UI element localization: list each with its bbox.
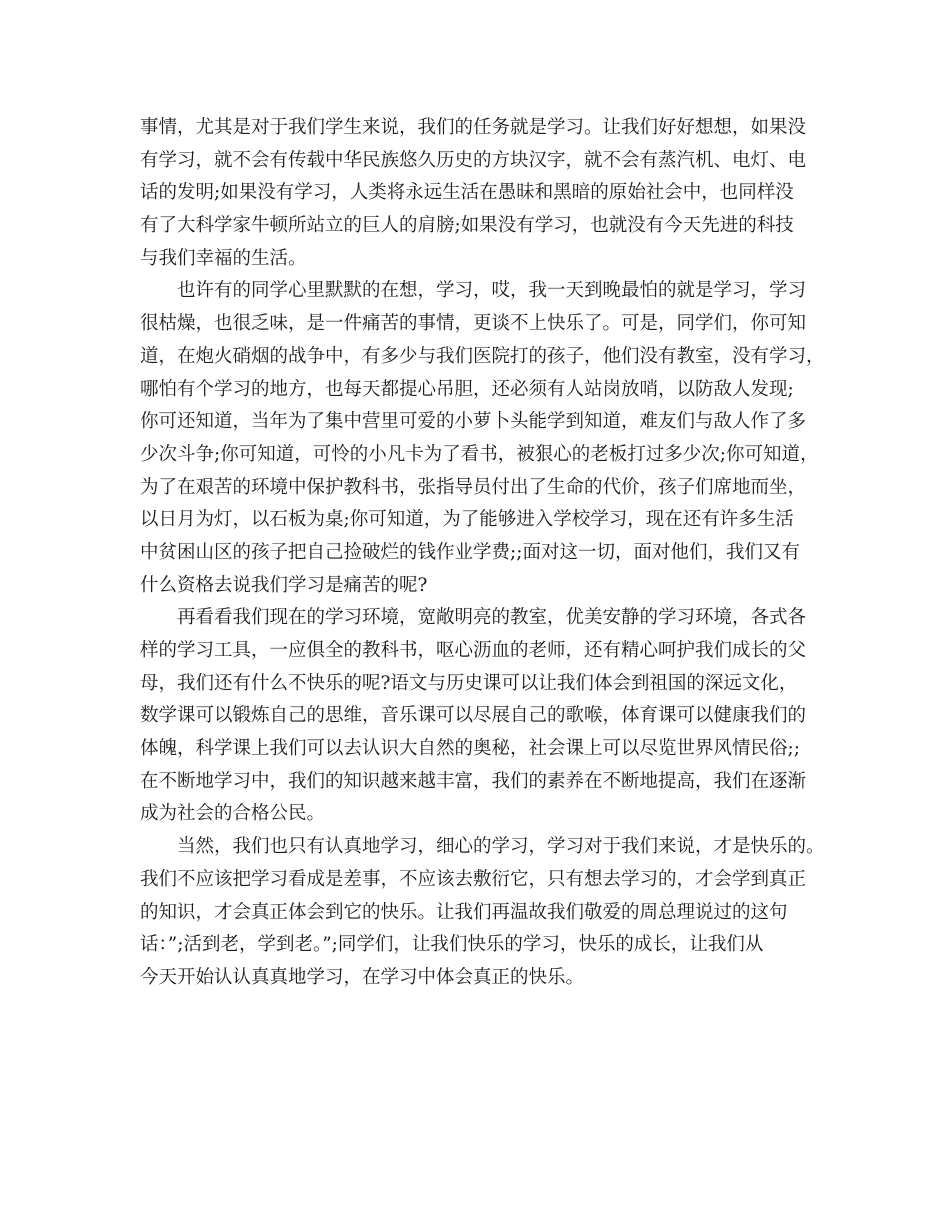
- text-line: 我们不应该把学习看成是差事，不应该去敷衍它，只有想去学习的，才会学到真正: [140, 868, 807, 890]
- text-line: 母，我们还有什么不快乐的呢?语文与历史课可以让我们体会到祖国的深远文化，: [140, 672, 798, 694]
- text-line: 事情，尤其是对于我们学生来说，我们的任务就是学习。让我们好好想想，如果没: [140, 117, 807, 138]
- text-line: 以日月为灯，以石板为桌;你可知道，为了能够进入学校学习，现在还有许多生活: [140, 509, 794, 531]
- text-line: 为了在艰苦的环境中保护教科书，张指导员付出了生命的代价，孩子们席地而坐，: [140, 476, 807, 498]
- text-line: 有了大科学家牛顿所站立的巨人的肩膀;如果没有学习，也就没有今天先进的科技: [140, 215, 794, 237]
- text-line: 成为社会的合格公民。: [140, 803, 326, 825]
- text-line: 少次斗争;你可知道，可怜的小凡卡为了看书，被狠心的老板打过多少次;你可知道，: [140, 443, 819, 465]
- text-line: 与我们幸福的生活。: [140, 247, 307, 269]
- text-line: 道，在炮火硝烟的战争中，有多少与我们医院打的孩子，他们没有教室，没有学习，: [140, 345, 825, 367]
- text-line: 有学习，就不会有传载中华民族悠久历史的方块汉字，就不会有蒸汽机、电灯、电: [140, 149, 807, 171]
- text-line: 什么资格去说我们学习是痛苦的呢?: [140, 574, 428, 596]
- text-line: 中贫困山区的孩子把自己捡破烂的钱作业学费;;面对这一切，面对他们，我们又有: [140, 541, 800, 563]
- text-line: 在不断地学习中，我们的知识越来越丰富，我们的素养在不断地提高，我们在逐渐: [140, 770, 807, 792]
- text-line: 话的发明;如果没有学习，人类将永远生活在愚昧和黑暗的原始社会中，也同样没: [140, 182, 794, 204]
- paragraph-first-line: 当然，我们也只有认真地学习，细心的学习，学习对于我们来说，才是快乐的。: [177, 836, 825, 858]
- text-line: 样的学习工具，一应俱全的教科书，呕心沥血的老师，还有精心呵护我们成长的父: [140, 640, 807, 661]
- paragraph-first-line: 再看看我们现在的学习环境，宽敞明亮的教室，优美安静的学习环境，各式各: [177, 607, 807, 629]
- text-line: 哪怕有个学习的地方，也每天都提心吊胆，还必须有人站岗放哨，以防敌人发现;: [140, 378, 794, 400]
- text-line: 体魄，科学课上我们可以去认识大自然的奥秘，社会课上可以尽览世界风情民俗;;: [140, 738, 800, 760]
- paragraph-first-line: 也许有的同学心里默默的在想，学习，哎，我一天到晚最怕的就是学习，学习: [177, 280, 807, 302]
- document-body: [140, 112, 830, 995]
- text-line: 话：”;活到老，学到老。”;同学们，让我们快乐的学习，快乐的成长，让我们从: [140, 934, 764, 956]
- text-line: 今天开始认认真真地学习，在学习中体会真正的快乐。: [140, 966, 585, 988]
- text-line: 数学课可以锻炼自己的思维，音乐课可以尽展自己的歌喉，体育课可以健康我们的: [140, 705, 807, 727]
- text-line: 你可还知道，当年为了集中营里可爱的小萝卜头能学到知道，难友们与敌人作了多: [140, 411, 807, 433]
- text-line: 很枯燥，也很乏味，是一件痛苦的事情，更谈不上快乐了。可是，同学们，你可知: [140, 313, 807, 335]
- text-line: 的知识，才会真正体会到它的快乐。让我们再温故我们敬爱的周总理说过的这句: [140, 901, 788, 923]
